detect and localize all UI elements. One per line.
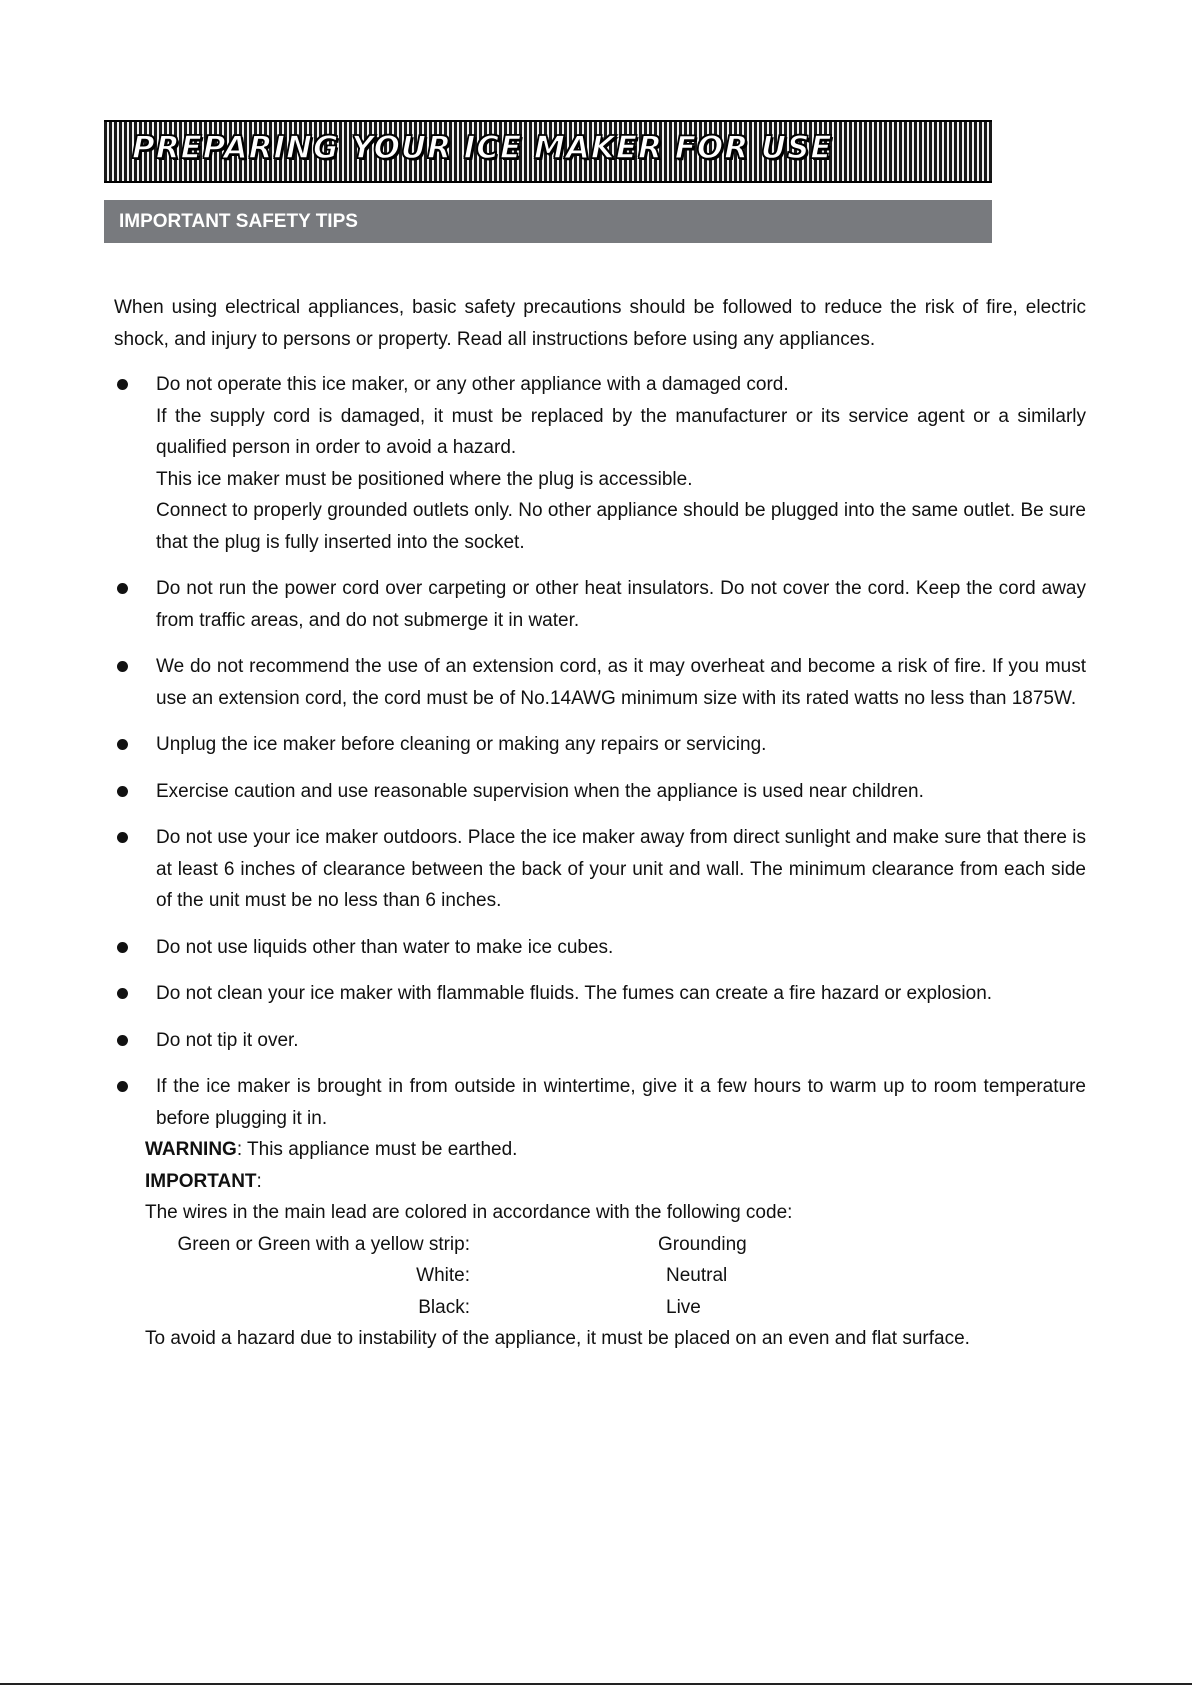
bullet-icon: [117, 379, 128, 390]
bullet-icon: [117, 786, 128, 797]
stability-note: To avoid a hazard due to instability of the appliance, it must be placed on an even and flat surface.: [145, 1328, 970, 1349]
bullet-icon: [117, 832, 128, 843]
warning-text: : This appliance must be earthed.: [236, 1139, 518, 1160]
list-item-text: Do not operate this ice maker, or any other appliance with a damaged cord.: [156, 374, 789, 395]
wire-row: [145, 1260, 1086, 1292]
list-item: [114, 1025, 1086, 1057]
wire-function: Grounding: [658, 1233, 747, 1255]
list-item-text: Connect to properly grounded outlets only. No other appliance should be plugged into the same outlet. Be sure that the plug is fully inserted into the socket.: [156, 500, 1086, 553]
warning-label: WARNING: [145, 1139, 237, 1160]
list-item-text: Do not run the power cord over carpeting or other heat insulators. Do not cover the cord. Keep the cord away from traffic areas, and do not submerge it in water.: [156, 578, 1086, 631]
list-item: [114, 651, 1086, 714]
list-item-text: Do not use liquids other than water to make ice cubes.: [156, 936, 614, 958]
bullet-icon: [117, 988, 128, 999]
list-item: [114, 822, 1086, 917]
list-item: [114, 1071, 1086, 1134]
wire-color: Black:: [418, 1296, 470, 1318]
list-item: [114, 978, 1086, 1010]
list-item-text: Do not clean your ice maker with flammable fluids. The fumes can create a fire hazard or explosion.: [156, 983, 993, 1004]
bullet-icon: [117, 739, 128, 750]
list-item: [114, 776, 1086, 808]
safety-tips-list: [114, 369, 1086, 1134]
bullet-icon: [117, 583, 128, 594]
intro-paragraph: When using electrical appliances, basic safety precautions should be followed to reduce the risk of fire, electric shock, and injury to persons or property. Read all instructions before using any appliances.: [114, 297, 1086, 350]
title-banner: [104, 120, 992, 183]
wires-intro: The wires in the main lead are colored in accordance with the following code:: [145, 1202, 793, 1223]
important-label: IMPORTANT: [145, 1170, 257, 1192]
list-item-text: We do not recommend the use of an extension cord, as it may overheat and become a risk of fire. If you must use an extension cord, the cord must be of No.14AWG minimum size with its rated watts no less than 1875W.: [156, 656, 1086, 709]
bullet-icon: [117, 1081, 128, 1092]
wire-row: [145, 1229, 1086, 1261]
list-item-text: This ice maker must be positioned where the plug is accessible.: [156, 468, 693, 490]
important-text: :: [256, 1170, 262, 1192]
list-item-text: Unplug the ice maker before cleaning or making any repairs or servicing.: [156, 734, 767, 755]
list-item-text: Do not use your ice maker outdoors. Place the ice maker away from direct sunlight and make sure that there is at least 6 inches of clearance between the back of your unit and wall. The minimum clearance from each side of the unit must be no less than 6 inches.: [156, 827, 1086, 911]
wire-function: Neutral: [666, 1265, 728, 1286]
page-title: PREPARING YOUR ICE MAKER FOR USE: [132, 130, 833, 166]
section-heading: IMPORTANT SAFETY TIPS: [119, 211, 358, 232]
wire-color: Green or Green with a yellow strip:: [177, 1233, 470, 1255]
wire-row: [145, 1292, 1086, 1324]
list-item: [114, 573, 1086, 636]
notes-block: [114, 1134, 1086, 1355]
bullet-icon: [117, 942, 128, 953]
list-item-text: Do not tip it over.: [156, 1029, 299, 1051]
list-item: [114, 932, 1086, 964]
warning-note: [145, 1134, 1086, 1166]
important-note: [145, 1166, 1086, 1198]
list-item-text: Exercise caution and use reasonable supervision when the appliance is used near children.: [156, 780, 924, 802]
wire-function: Live: [666, 1296, 701, 1318]
list-item-text: If the ice maker is brought in from outside in wintertime, give it a few hours to warm up to room temperature before plugging it in.: [156, 1076, 1086, 1129]
list-item-text: If the supply cord is damaged, it must be replaced by the manufacturer or its service agent or a similarly qualified person in order to avoid a hazard.: [156, 405, 1086, 458]
section-heading-bar: [104, 200, 992, 243]
bullet-icon: [117, 1035, 128, 1046]
wire-color: White:: [416, 1265, 470, 1286]
bullet-icon: [117, 661, 128, 672]
content: [114, 292, 1086, 1355]
list-item: [114, 729, 1086, 761]
list-item: [114, 369, 1086, 558]
